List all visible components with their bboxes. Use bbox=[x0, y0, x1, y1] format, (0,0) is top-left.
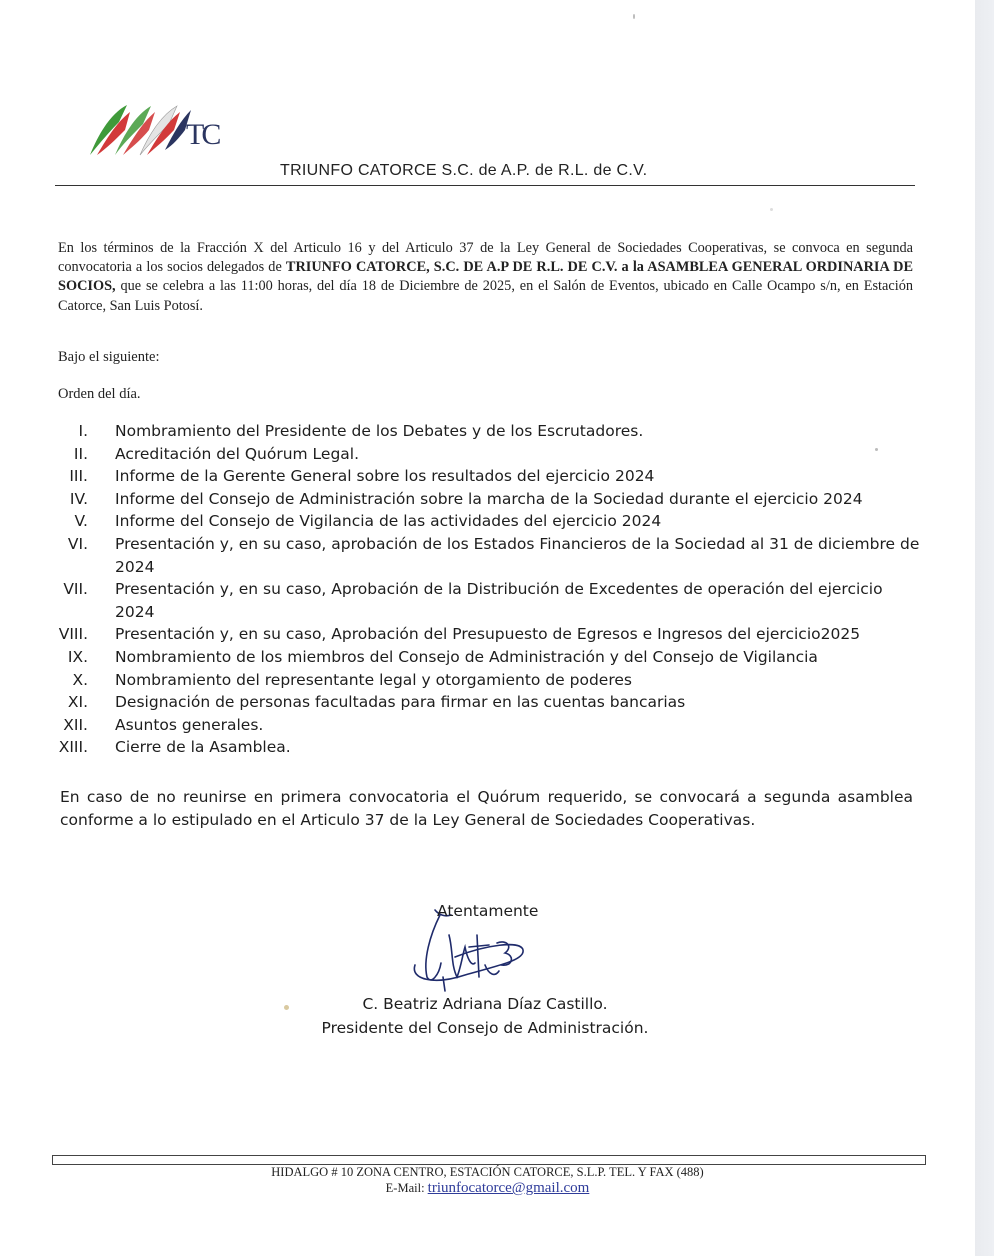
email-link[interactable]: triunfocatorce@gmail.com bbox=[427, 1180, 590, 1196]
agenda-item bbox=[30, 488, 920, 511]
agenda-item bbox=[30, 510, 920, 533]
agenda-item bbox=[30, 420, 920, 443]
agenda-number: V. bbox=[74, 512, 88, 531]
footer-address: HIDALGO # 10 ZONA CENTRO, ESTACIÓN CATORCE, S.L.P. TEL. Y FAX (488) bbox=[271, 1165, 704, 1179]
agenda-number: XI. bbox=[67, 693, 88, 712]
agenda-number: VII. bbox=[63, 580, 88, 599]
agenda-number: III. bbox=[69, 467, 88, 486]
agenda-text: Informe del Consejo de Administración sobre la marcha de la Sociedad durante el ejercicio 2024 bbox=[115, 489, 863, 508]
logo-monogram: TC bbox=[186, 118, 219, 151]
agenda-item bbox=[30, 736, 920, 759]
agenda-text: Nombramiento del representante legal y otorgamiento de poderes bbox=[115, 670, 632, 689]
agenda-number: XIII. bbox=[58, 738, 88, 757]
signer-name: C. Beatriz Adriana Díaz Castillo. bbox=[362, 995, 608, 1013]
scan-speck bbox=[284, 1005, 289, 1010]
footer-divider bbox=[52, 1155, 926, 1165]
agenda-text: Nombramiento de los miembros del Consejo de Administración y del Consejo de Vigilancia bbox=[115, 647, 818, 666]
agenda-item bbox=[30, 669, 920, 692]
agenda-number: X. bbox=[72, 670, 88, 689]
regards-text: Atentamente bbox=[437, 902, 539, 920]
agenda-item bbox=[30, 623, 920, 646]
agenda-heading: Orden del día. bbox=[58, 386, 141, 402]
agenda-text: Informe de la Gerente General sobre los resultados del ejercicio 2024 bbox=[115, 467, 655, 486]
signer-block bbox=[280, 992, 690, 1040]
agenda-text: Presentación y, en su caso, Aprobación de la Distribución de Excedentes de operación del ejercicio 2024 bbox=[115, 580, 883, 621]
email-label: E-Mail: bbox=[385, 1181, 425, 1195]
scan-edge bbox=[975, 0, 994, 1256]
agenda-text: Presentación y, en su caso, Aprobación del Presupuesto de Egresos e Ingresos del ejercicio2025 bbox=[115, 625, 861, 644]
signer-title: Presidente del Consejo de Administración. bbox=[321, 1019, 649, 1037]
agenda-number: VIII. bbox=[58, 625, 88, 644]
agenda-text: Presentación y, en su caso, aprobación de los Estados Financieros de la Sociedad al 31 de diciembre de 2024 bbox=[115, 534, 920, 576]
agenda-item bbox=[30, 691, 920, 714]
agenda-text: Designación de personas facultadas para firmar en las cuentas bancarias bbox=[115, 693, 686, 712]
intro-text-2: que se celebra a las 11:00 horas, del día 18 de Diciembre de 2025, en el Salón de Eventos, ubicado en Calle Ocampo s/n, en Estación Catorce, San Luis Potosí. bbox=[58, 278, 913, 314]
agenda-number: IX. bbox=[67, 647, 88, 666]
agenda-text: Asuntos generales. bbox=[115, 715, 264, 734]
bajo-label: Bajo el siguiente: bbox=[58, 349, 160, 365]
closing-paragraph: En caso de no reunirse en primera convocatoria el Quórum requerido, se convocará a segunda asamblea conforme a lo estipulado en el Articulo 37 de la Ley General de Sociedades Cooperativas. bbox=[60, 788, 913, 829]
agenda-item bbox=[30, 578, 920, 623]
scan-speck bbox=[770, 208, 773, 211]
agenda-text: Informe del Consejo de Vigilancia de las actividades del ejercicio 2024 bbox=[115, 512, 662, 531]
agenda-item bbox=[30, 533, 920, 578]
agenda-item bbox=[30, 443, 920, 466]
agenda-item bbox=[30, 714, 920, 737]
agenda-list bbox=[30, 420, 920, 759]
company-name: TRIUNFO CATORCE S.C. de A.P. de R.L. de C.V. bbox=[280, 162, 648, 179]
scan-speck bbox=[875, 448, 878, 451]
footer-email-line bbox=[0, 1180, 975, 1197]
agenda-number: IV. bbox=[69, 489, 88, 508]
intro-text-1: En los términos de la Fracción X del Articulo 16 y del Articulo 37 de la Ley General de Sociedades Cooperativas, se convoca en segunda convocatoria a los socios delegados de bbox=[58, 240, 913, 276]
convocation-paragraph bbox=[58, 239, 913, 316]
agenda-text: Acreditación del Quórum Legal. bbox=[115, 444, 360, 463]
header-divider bbox=[55, 185, 915, 186]
agenda-item bbox=[30, 646, 920, 669]
agenda-number: XII. bbox=[63, 715, 88, 734]
agenda-number: I. bbox=[78, 422, 88, 440]
agenda-item bbox=[30, 465, 920, 488]
agenda-text: Nombramiento del Presidente de los Debates y de los Escrutadores. bbox=[115, 422, 644, 440]
agenda-number: II. bbox=[73, 444, 88, 463]
agenda-number: VI. bbox=[67, 534, 88, 553]
agenda-text: Cierre de la Asamblea. bbox=[115, 738, 291, 757]
intro-bold-text: TRIUNFO CATORCE, S.C. DE A.P DE R.L. DE C.V. a la ASAMBLEA GENERAL ORDINARIA DE SOCIOS, bbox=[58, 259, 913, 295]
scan-speck bbox=[633, 14, 635, 19]
